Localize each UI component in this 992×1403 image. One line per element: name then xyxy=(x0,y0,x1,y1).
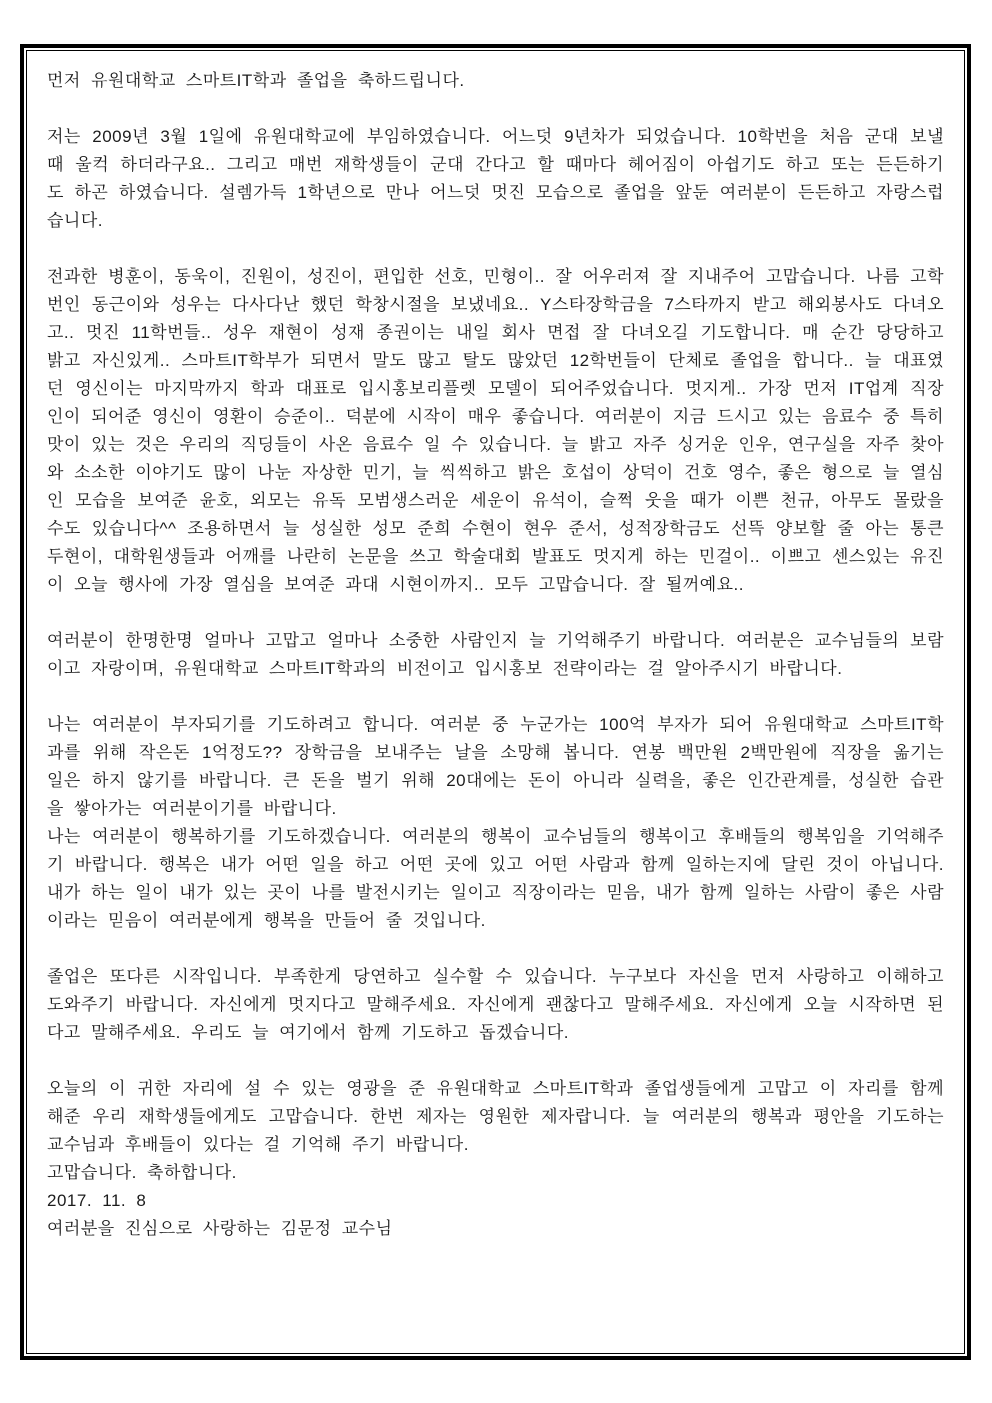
letter-body xyxy=(47,67,944,1243)
paragraph-block-greeting xyxy=(47,67,944,95)
paragraph-block-appreciation xyxy=(47,627,944,683)
paragraph-text: 전과한 병훈이, 동욱이, 진원이, 성진이, 편입한 선호, 민형이.. 잘 어우러져 잘 지내주어 고맙습니다. 나름 고학번인 동근이와 성우는 다사다난 했던 학창시절을 보냈네요.. Y스타장학금을 7스타까지 받고 해외봉사도 다녀오고.. 멋진 11학번들.. 성우 재현이 성재 종권이는 내일 회사 면접 잘 다녀오길 기도합니다. 매 순간 당당하고 밝고 자신있게.. 스마트IT학부가 되면서 말도 많고 탈도 많았던 12학번들이 단체로 졸업을 합니다.. 늘 대표였던 영신이는 마지막까지 학과 대표로 입시홍보리플렛 모델이 되어주었습니다. 멋지게.. 가장 먼저 IT업계 직장인이 되어준 영신이 영환이 승준이.. 덕분에 시작이 매우 좋습니다. 여러분이 지금 드시고 있는 음료수 중 특히 맛이 있는 것은 우리의 직딩들이 사온 음료수 일 수 있습니다. 늘 밝고 자주 싱거운 인우, 연구실을 자주 찾아와 소소한 이야기도 많이 나눈 자상한 민기, 늘 씩씩하고 밝은 호섭이 상덕이 건호 영수, 좋은 형으로 늘 열심인 모습을 보여준 윤호, 외모는 유독 모범생스러운 세운이 유석이, 슬쩍 웃을 때가 이쁜 천규, 아무도 몰랐을 수도 있습니다^^ 조용하면서 늘 성실한 성모 준희 수현이 현우 준서, 성적장학금도 선뜩 양보할 줄 아는 통큰 두현이, 대학원생들과 어깨를 나란히 논문을 쓰고 학술대회 발표도 멋지게 하는 민걸이.. 이쁘고 센스있는 유진이 오늘 행사에 가장 열심을 보여준 과대 시현이까지.. 모두 고맙습니다. 잘 될꺼예요.. xyxy=(47,267,944,594)
paragraph-block-closing xyxy=(47,1075,944,1243)
paragraph-block-intro xyxy=(47,123,944,235)
paragraph-text-wealth: 나는 여러분이 부자되기를 기도하려고 합니다. 여러분 중 누군가는 100억 부자가 되어 유원대학교 스마트IT학과를 위해 작은돈 1억정도?? 장학금을 보내주는 날을 소망해 봅니다. 연봉 백만원 2백만원에 직장을 옮기는 일은 하지 않기를 바랍니다. 큰 돈을 벌기 위해 20대에는 돈이 아니라 실력을, 좋은 인간관계를, 성실한 습관을 쌓아가는 여러분이기를 바랍니다. xyxy=(47,715,944,818)
greeting-text: 먼저 유원대학교 스마트IT학과 졸업을 축하드립니다. xyxy=(47,71,465,90)
paragraph-block-new-start xyxy=(47,963,944,1047)
signature-line: 여러분을 진심으로 사랑하는 김문정 교수님 xyxy=(47,1219,393,1238)
paragraph-text: 졸업은 또다른 시작입니다. 부족한게 당연하고 실수할 수 있습니다. 누구보다 자신을 먼저 사랑하고 이해하고 도와주기 바랍니다. 자신에게 멋지다고 말해주세요. 자신에게 괜찮다고 말해주세요. 자신에게 오늘 시작하면 된다고 말해주세요. 우리도 늘 여기에서 함께 기도하고 돕겠습니다. xyxy=(47,967,944,1042)
closing-paragraph-text: 오늘의 이 귀한 자리에 설 수 있는 영광을 준 유원대학교 스마트IT학과 졸업생들에게 고맙고 이 자리를 함께 해준 우리 재학생들에게도 고맙습니다. 한번 제자는 영원한 제자랍니다. 늘 여러분의 행복과 평안을 기도하는 교수님과 후배들이 있다는 걸 기억해 주기 바랍니다. xyxy=(47,1079,944,1154)
paragraph-text: 여러분이 한명한명 얼마나 고맙고 얼마나 소중한 사람인지 늘 기억해주기 바랍니다. 여러분은 교수님들의 보람이고 자랑이며, 유원대학교 스마트IT학과의 비전이고 입시홍보 전략이라는 걸 알아주시기 바랍니다. xyxy=(47,631,944,678)
thanks-line: 고맙습니다. 축하합니다. xyxy=(47,1163,237,1182)
paragraph-text-happiness: 나는 여러분이 행복하기를 기도하겠습니다. 여러분의 행복이 교수님들의 행복이고 후배들의 행복임을 기억해주기 바랍니다. 행복은 내가 어떤 일을 하고 어떤 곳에 있고 어떤 사람과 함께 일하는지에 달린 것이 아닙니다. 내가 하는 일이 내가 있는 곳이 나를 발전시키는 일이고 직장이라는 믿음, 내가 함께 일하는 사람이 좋은 사람이라는 믿음이 여러분에게 행복을 만들어 줄 것입니다. xyxy=(47,827,944,930)
page-border-inner xyxy=(26,50,965,1354)
paragraph-block-students xyxy=(47,263,944,599)
paragraph-block-wishes xyxy=(47,711,944,935)
date-line: 2017. 11. 8 xyxy=(47,1191,147,1210)
page-border-frame xyxy=(20,44,971,1360)
paragraph-text: 저는 2009년 3월 1일에 유원대학교에 부임하였습니다. 어느덧 9년차가 되었습니다. 10학번을 처음 군대 보낼 때 울컥 하더라구요.. 그리고 매번 재학생들이 군대 간다고 할 때마다 헤어짐이 아쉽기도 하고 또는 든든하기도 하곤 하였습니다. 설렘가득 1학년으로 만나 어느덧 멋진 모습으로 졸업을 앞둔 여러분이 든든하고 자랑스럽습니다. xyxy=(47,127,944,230)
